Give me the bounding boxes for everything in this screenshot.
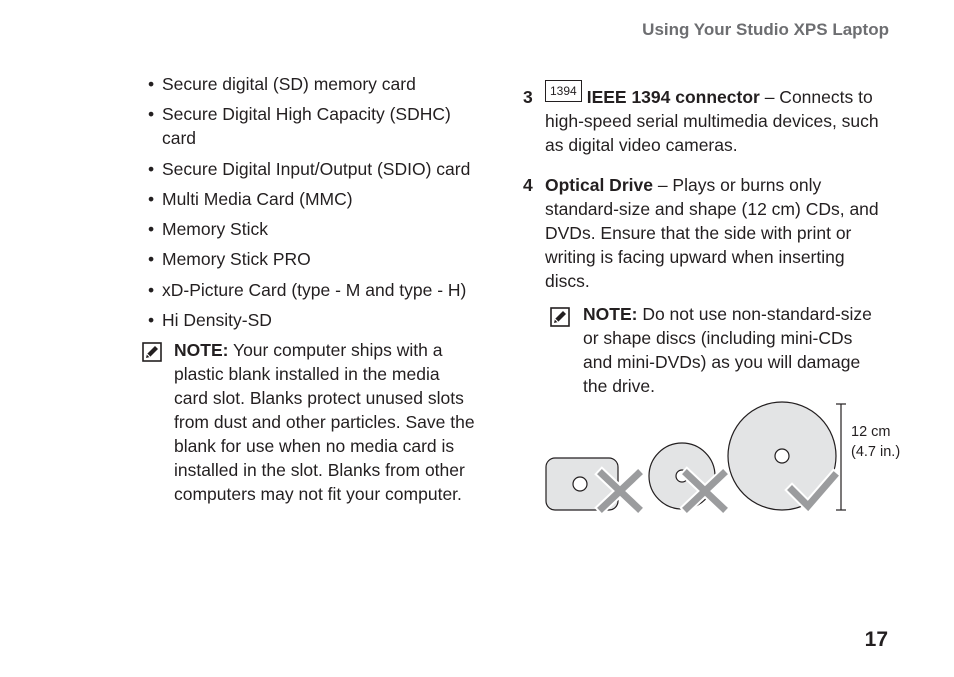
pencil-note-icon	[550, 307, 570, 327]
list-item: • Secure Digital High Capacity (SDHC) card	[148, 104, 451, 149]
ieee1394-icon: 1394	[545, 80, 582, 102]
running-header: Using Your Studio XPS Laptop	[642, 20, 889, 39]
list-item: • xD-Picture Card (type - M and type - H)	[148, 279, 467, 300]
list-item: • Memory Stick	[148, 219, 268, 240]
disc-size-figure	[540, 398, 910, 518]
dimension-line	[836, 404, 846, 510]
list-item: • Multi Media Card (MMC)	[148, 188, 353, 209]
list-item: • Hi Density-SD	[148, 310, 272, 331]
left-column	[148, 72, 478, 506]
media-card-list	[148, 72, 478, 332]
list-item: • Secure Digital Input/Output (SDIO) card	[148, 158, 471, 179]
page-number: 17	[864, 628, 888, 651]
disc-dimension-label: 12 cm (4.7 in.)	[851, 424, 901, 460]
list-item: • Secure digital (SD) memory card	[148, 74, 416, 94]
disc-note: NOTE: Do not use non-standard-size or shape discs (including mini-CDs and mini-DVDs) as you will damage the drive.	[547, 302, 880, 398]
right-column	[520, 85, 880, 398]
connector-item-1394: 3 1394 IEEE 1394 connector – Connects to high-speed serial multimedia devices, such as digital video cameras.	[520, 85, 880, 157]
list-item: • Memory Stick PRO	[148, 249, 311, 270]
media-card-note: NOTE: Your computer ships with a plastic blank installed in the media card slot. Blanks protect unused slots from dust and other particles. Save the blank for use when no media card is installed in the slot. Blanks from other computers may not fit your computer.	[148, 338, 478, 506]
pencil-note-icon	[142, 342, 162, 362]
connector-item-optical-drive: 4 Optical Drive – Plays or burns only standard-size and shape (12 cm) CDs, and DVDs. Ensure that the side with print or writing is facing upward when inserting discs.	[523, 175, 879, 291]
